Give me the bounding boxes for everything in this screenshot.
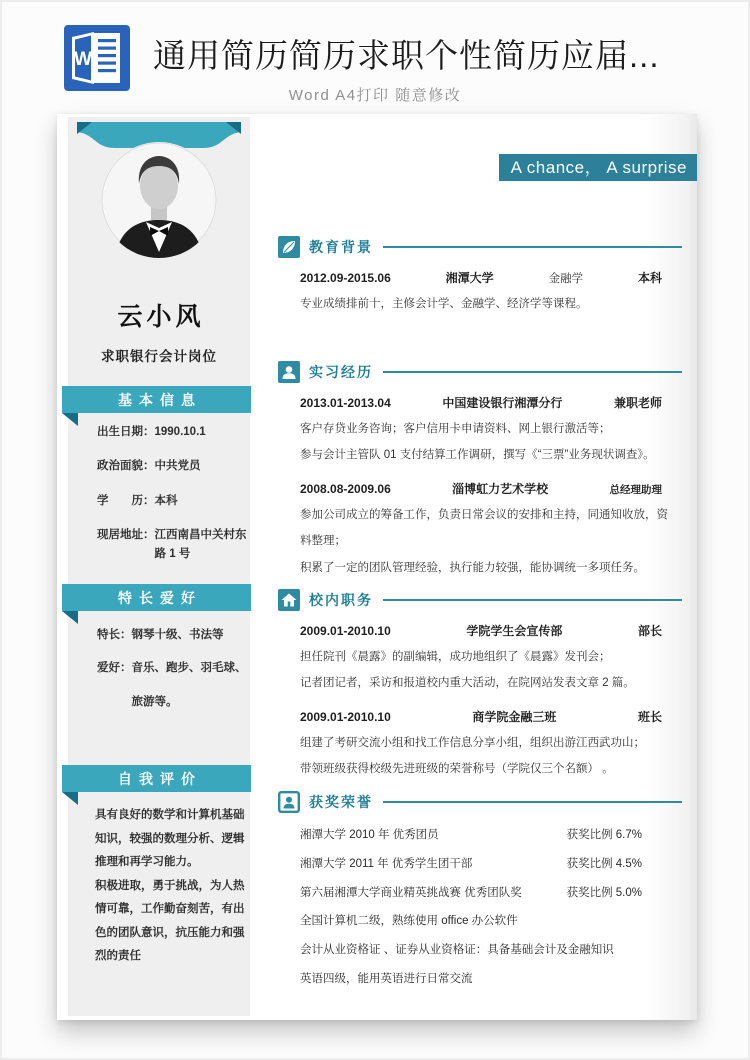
hobby-label: 特长： [97,629,132,641]
job-bullet: 积累了一定的团队管理经验，执行能力较强，能协调统一多项任务。 [300,561,645,574]
award-row [278,907,682,936]
award-person-icon [278,791,300,813]
job-bullet: 客户存贷业务咨询；客户信用卡申请资料、网上银行激活等； [300,423,611,435]
section-title: 实习经历 [309,364,373,380]
job-row [278,708,682,725]
hobbies-list [97,619,247,719]
resume-sheet [57,114,697,1020]
self-eval-banner: 自我评价 [62,765,251,792]
award-text: 第六届湘潭大学商业精英挑战赛 优秀团队奖 [300,886,522,899]
avatar [101,142,217,258]
award-ratio: 获奖比例 5.0% [566,886,642,899]
edu-degree: 本科 [637,271,662,285]
award-row [278,821,682,850]
info-value: 中共党员 [154,460,201,473]
section-header [278,589,682,611]
candidate-name: 云小风 [117,303,205,331]
job-date: 2008.08-2009.06 [300,481,391,496]
section-header [278,791,682,813]
job-role: 班长 [637,709,662,724]
section-education [278,236,682,317]
award-row [278,879,682,908]
job-objective: 求职银行会计岗位 [101,349,217,364]
section-divider [383,599,682,601]
section-header [278,361,682,383]
page-subtitle: Word A4打印 随意修改 [288,87,462,104]
section-campus [278,589,682,783]
self-eval-paragraph: 积极进取，勇于挑战，为人热情可靠，工作勤奋刻苦，有出色的团队意识，抗压能力和强烈的责任 [95,879,245,963]
job-bullet: 记者团记者，采访和报道校内重大活动，在院网站发表文章 2 篇。 [300,677,635,690]
edu-school: 湘潭大学 [445,271,494,285]
tagline-banner: A chance， A surprise [499,154,697,181]
edu-desc: 专业成绩排前十，主修会计学、金融学、经济学等课程。 [300,298,588,310]
section-internship [278,361,682,581]
award-row [278,850,682,879]
job-bullets [278,416,682,469]
job-org: 淄博虹力艺术学校 [452,481,549,496]
job-bullets [278,502,682,581]
job-bullets [278,644,682,697]
info-row [97,457,249,475]
job-org: 商学院金融三班 [472,709,557,724]
leaf-icon [278,236,300,258]
job-role: 总经理助理 [609,483,662,496]
job-org: 中国建设银行湘潭分行 [442,396,563,410]
section-header [278,236,682,258]
award-row [278,936,682,965]
info-label: 学 历： [97,494,155,507]
section-divider [383,371,682,373]
award-list [278,821,682,994]
info-label: 政治面貌： [97,460,155,473]
section-awards [278,791,682,994]
info-value: 1990.10.1 [154,426,206,438]
job-row [278,622,682,639]
job-bullet: 参与会计主管队 01 支付结算工作调研，撰写《“三票”业务现状调查》。 [300,449,655,462]
edu-date: 2012.09-2015.06 [300,271,391,285]
award-text: 湘潭大学 2011 年 优秀学生团干部 [300,857,473,870]
info-label: 现居地址： [97,529,155,542]
page-title: 通用简历简历求职个性简历应届... [153,37,660,74]
hobby-label: 爱好： [97,662,132,675]
section-divider [383,801,682,803]
job-row [278,480,682,497]
section-divider [383,246,682,248]
info-row [97,492,249,510]
hobby-value: 音乐、跑步、羽毛球、旅游等。 [131,662,247,708]
job-row [278,394,682,411]
job-date: 2009.01-2010.10 [300,624,391,638]
job-role: 兼职老师 [613,396,662,410]
home-icon [278,589,300,611]
award-ratio: 获奖比例 6.7% [566,829,642,841]
award-text: 湘潭大学 2010 年 优秀团员 [300,829,439,841]
hobby-value: 钢琴十级、书法等 [131,629,224,641]
award-row [278,965,682,994]
award-text: 英语四级，能用英语进行日常交流 [300,972,473,985]
word-letter: W [74,49,92,70]
education-row [278,269,682,286]
job-bullets [278,730,682,783]
job-date: 2009.01-2010.10 [300,709,391,724]
person-badge-icon [278,361,300,383]
award-text: 会计从业资格证 、证券从业资格证：具备基础会计及金融知识 [300,944,614,956]
info-value: 江西南昌中关村东路 1 号 [154,529,247,560]
job-bullet: 参加公司成立的筹备工作，负责日常会议的安排和主持，同通知收放，资料整理； [300,508,668,548]
basic-info-list [97,423,249,579]
info-value: 本科 [154,494,178,507]
hobby-row [97,652,247,719]
section-title: 教育背景 [309,239,373,255]
award-text: 全国计算机二级，熟练使用 office 办公软件 [300,915,518,928]
job-bullet: 带领班级获得校级先进班级的荣誉称号（学院仅三个名额） 。 [300,763,614,776]
info-row [97,526,249,563]
section-title: 校内职务 [309,592,373,608]
self-eval-text [95,804,253,969]
info-label: 出生日期： [97,426,155,438]
job-bullet: 组建了考研交流小组和找工作信息分享小组，组织出游江西武功山； [300,736,645,749]
hobby-row [97,619,247,652]
self-eval-paragraph: 具有良好的数学和计算机基础知识，较强的数理分析、逻辑推理和再学习能力。 [95,809,245,869]
job-date: 2013.01-2013.04 [300,396,391,410]
word-logo-icon [64,25,130,91]
info-row [97,423,249,441]
award-ratio: 获奖比例 4.5% [566,857,642,870]
job-role: 部长 [637,624,662,638]
section-title: 获奖荣誉 [309,794,373,810]
job-org: 学院学生会宣传部 [466,624,563,638]
edu-major: 金融学 [548,273,584,285]
basic-info-banner: 基本信息 [62,386,251,413]
job-bullet: 担任院刊《晨露》的副编辑，成功地组织了《晨露》发刊会； [300,651,611,663]
hobbies-banner: 特长爱好 [62,584,251,611]
